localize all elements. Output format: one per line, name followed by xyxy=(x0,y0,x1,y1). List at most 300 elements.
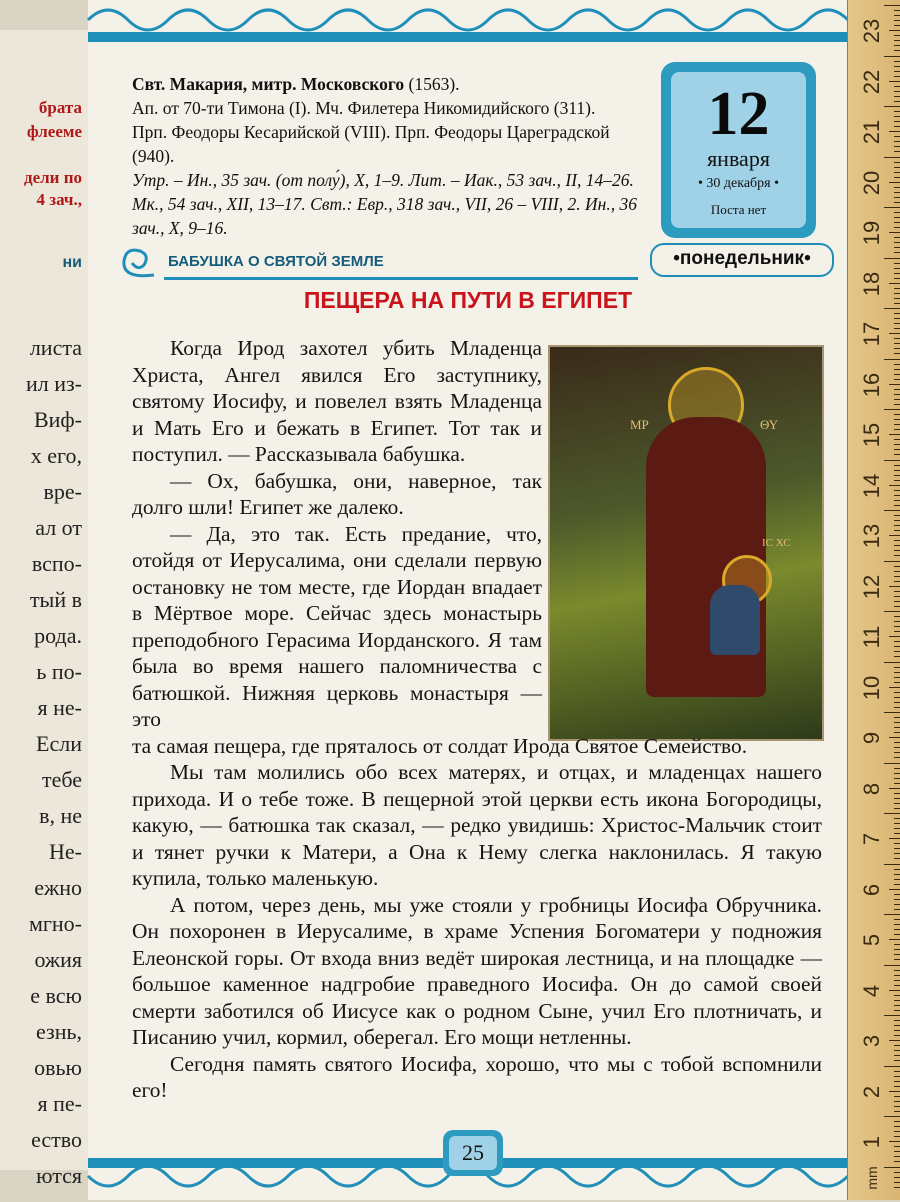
paragraph: — Ох, бабушка, они, наверное, так долго шли! Египет же далеко. xyxy=(132,468,542,519)
left-text-line: Виф- xyxy=(33,407,82,432)
fast-status: Поста нет xyxy=(710,202,767,217)
left-text-line: в, не xyxy=(39,803,82,828)
ruler-tick xyxy=(884,763,900,764)
ruler-tick xyxy=(894,646,900,647)
ruler-tick xyxy=(894,995,900,996)
ruler-tick xyxy=(894,732,900,733)
ruler-tick xyxy=(894,242,900,243)
ruler-tick xyxy=(894,348,900,349)
ruler-tick xyxy=(889,535,900,536)
ruler-number: 4 xyxy=(859,984,884,997)
ruler-tick xyxy=(894,364,900,365)
ruler-tick xyxy=(894,50,900,51)
saints-line-4: (940). xyxy=(132,146,175,166)
page-number-box xyxy=(443,1130,503,1176)
ruler-tick xyxy=(894,631,900,632)
ruler-tick xyxy=(894,606,900,607)
ruler-tick xyxy=(894,1111,900,1112)
ruler-tick xyxy=(894,197,900,198)
ruler-tick xyxy=(894,429,900,430)
ruler-tick xyxy=(894,222,900,223)
saint-main-year: (1563). xyxy=(404,74,460,94)
ruler-tick xyxy=(894,985,900,986)
ruler-tick xyxy=(884,864,900,865)
ruler-tick xyxy=(894,1172,900,1173)
ruler-tick xyxy=(894,394,900,395)
ruler-tick xyxy=(894,86,900,87)
ruler-tick xyxy=(894,303,900,304)
ruler-tick xyxy=(894,126,900,127)
measuring-ruler xyxy=(847,0,900,1200)
ruler-tick xyxy=(894,288,900,289)
ruler-tick xyxy=(894,1071,900,1072)
section-title: БАБУШКА О СВЯТОЙ ЗЕМЛЕ xyxy=(168,253,384,270)
ruler-tick xyxy=(894,369,900,370)
ruler-number: 12 xyxy=(859,574,884,599)
ruler-tick xyxy=(889,30,900,31)
ruler-tick xyxy=(894,25,900,26)
ruler-tick xyxy=(884,409,900,410)
ruler-tick xyxy=(894,91,900,92)
ruler-tick xyxy=(894,278,900,279)
left-text-line: ожия xyxy=(34,947,82,972)
ruler-tick xyxy=(884,359,900,360)
ruler-number: 21 xyxy=(859,119,884,145)
ruler-tick xyxy=(894,975,900,976)
ruler-tick xyxy=(894,722,900,723)
ruler-tick xyxy=(894,61,900,62)
ruler-tick xyxy=(894,677,900,678)
ruler-tick xyxy=(894,848,900,849)
ruler-tick xyxy=(889,333,900,334)
ruler-tick xyxy=(894,1025,900,1026)
ruler-tick xyxy=(894,717,900,718)
ruler-tick xyxy=(894,641,900,642)
ruler-tick xyxy=(894,1101,900,1102)
ruler-tick xyxy=(894,571,900,572)
ruler-tick xyxy=(894,702,900,703)
ruler-tick xyxy=(884,1066,900,1067)
ruler-tick xyxy=(894,465,900,466)
ruler-tick xyxy=(894,141,900,142)
ruler-number: 14 xyxy=(859,473,884,498)
icon-label-child: ΙС ХС xyxy=(762,537,791,549)
paragraph: Сегодня память святого Иосифа, хорошо, что мы с тобой вспомнили его! xyxy=(132,1051,822,1102)
ruler-tick xyxy=(894,1121,900,1122)
ruler-tick xyxy=(894,298,900,299)
ruler-tick xyxy=(889,434,900,435)
ruler-tick xyxy=(894,399,900,400)
ruler-tick xyxy=(894,439,900,440)
ruler-tick xyxy=(894,116,900,117)
ruler-tick xyxy=(894,944,900,945)
ruler-tick xyxy=(894,591,900,592)
saint-main: Свт. Макария, митр. Московского xyxy=(132,74,405,94)
ruler-number: 17 xyxy=(859,321,884,347)
page-number: 25 xyxy=(449,1136,497,1170)
left-red-line: брата xyxy=(38,98,82,117)
ruler-tick xyxy=(894,752,900,753)
left-text-line: ил из- xyxy=(25,371,82,396)
ruler-tick xyxy=(894,742,900,743)
left-text-line: ются xyxy=(36,1163,82,1188)
paragraph: — Да, это так. Есть предание, что, отойдя от Иерусалима, они сделали первую остановку не том месте, где Иордан впадает в Мёртвое море. Сейчас здесь монастырь преподобного Герасима Иорданского. Я там была во время нашего паломничества с батюшкой. Нижняя церковь монастыря — это xyxy=(132,521,542,731)
ruler-tick xyxy=(894,525,900,526)
ruler-tick xyxy=(894,970,900,971)
ruler-tick xyxy=(894,40,900,41)
ruler-number: 5 xyxy=(859,933,884,947)
left-text-line: ал от xyxy=(35,515,82,540)
ruler-tick xyxy=(894,783,900,784)
ruler-number: 9 xyxy=(859,731,884,745)
ruler-tick xyxy=(894,470,900,471)
left-text-line: Если xyxy=(36,731,82,756)
ruler-tick xyxy=(889,737,900,738)
date-day: 12 xyxy=(707,80,770,148)
ruler-tick xyxy=(894,869,900,870)
ruler-tick xyxy=(894,268,900,269)
ruler-tick xyxy=(894,1151,900,1152)
ruler-tick xyxy=(894,15,900,16)
ruler-tick xyxy=(894,601,900,602)
ruler-tick xyxy=(894,954,900,955)
readings: Утр. – Ин., 35 зач. (от полу́), Х, 1–9. Лит. – Иак., 53 зач., II, 14–26. Мк., 54 зач., XII, 13–17. Свт.: Евр., 318 зач., VII, 26 – VIII, 2. Ин., 36 зач., Х, 9–16. xyxy=(132,170,637,238)
ruler-number: 15 xyxy=(859,422,884,448)
ruler-unit: mm xyxy=(864,1166,880,1190)
ruler-tick xyxy=(894,71,900,72)
ruler-tick xyxy=(884,510,900,511)
ruler-tick xyxy=(894,187,900,188)
ruler-tick xyxy=(894,929,900,930)
ruler-number: 2 xyxy=(859,1085,884,1098)
ruler-tick xyxy=(894,66,900,67)
left-text-line: тебе xyxy=(41,767,82,792)
ruler-tick xyxy=(889,384,900,385)
ruler-tick xyxy=(894,192,900,193)
ruler-tick xyxy=(894,853,900,854)
ruler-tick xyxy=(894,212,900,213)
ruler-number: 1 xyxy=(859,1135,884,1149)
ruler-tick xyxy=(894,374,900,375)
ruler-tick xyxy=(894,202,900,203)
ruler-tick xyxy=(894,162,900,163)
ruler-tick xyxy=(894,313,900,314)
ruler-tick xyxy=(894,899,900,900)
icon-label-right: ΘΥ xyxy=(760,417,779,432)
left-red-line: дели по xyxy=(23,168,82,187)
ruler-tick xyxy=(894,656,900,657)
ruler-tick xyxy=(894,1045,900,1046)
ruler-tick xyxy=(884,611,900,612)
ruler-tick xyxy=(894,980,900,981)
ruler-tick xyxy=(889,485,900,486)
ruler-number: 11 xyxy=(859,625,884,649)
ruler-tick xyxy=(894,293,900,294)
icon-label-left: МР xyxy=(630,417,649,432)
ruler-tick xyxy=(894,273,900,274)
ruler-tick xyxy=(894,576,900,577)
ruler-tick xyxy=(894,581,900,582)
ruler-tick xyxy=(894,480,900,481)
ruler-tick xyxy=(894,1035,900,1036)
ruler-tick xyxy=(884,914,900,915)
ruler-tick xyxy=(894,96,900,97)
ruler-tick xyxy=(894,252,900,253)
ruler-tick xyxy=(894,1106,900,1107)
ruler-tick xyxy=(889,131,900,132)
ruler-tick xyxy=(884,207,900,208)
ruler-tick xyxy=(894,227,900,228)
ruler-tick xyxy=(894,672,900,673)
left-text-line: мгно- xyxy=(28,911,82,936)
paragraph: Когда Ирод захотел убить Младенца Христа, Ангел явился Его заступнику, святому Иосифу, и повелел взять Младенца и Мать Его и бежать в Египет. Тот так и поступил. — Рассказывала бабушка. xyxy=(132,336,542,466)
left-text-line: листа xyxy=(29,335,82,360)
ruler-number: 13 xyxy=(859,523,884,549)
left-text-line: рода. xyxy=(34,623,82,648)
ruler-number: 18 xyxy=(859,271,884,296)
ruler-tick xyxy=(894,414,900,415)
ruler-tick xyxy=(894,343,900,344)
ruler-tick xyxy=(894,379,900,380)
ruler-tick xyxy=(894,1020,900,1021)
weekday-label: •понедельник• xyxy=(650,243,834,277)
ruler-tick xyxy=(894,1126,900,1127)
ruler-tick xyxy=(894,1187,900,1188)
ruler-tick xyxy=(889,636,900,637)
book-page xyxy=(88,0,848,1200)
ruler-tick xyxy=(894,177,900,178)
ruler-tick xyxy=(894,919,900,920)
ruler-tick xyxy=(889,889,900,890)
ruler-tick xyxy=(889,939,900,940)
ruler-tick xyxy=(884,813,900,814)
ruler-tick xyxy=(894,904,900,905)
ruler-tick xyxy=(894,520,900,521)
ruler-tick xyxy=(894,757,900,758)
ruler-tick xyxy=(884,561,900,562)
left-text-line: я пе- xyxy=(37,1091,82,1116)
ruler-tick xyxy=(894,828,900,829)
ruler-tick xyxy=(894,247,900,248)
ruler-number: 16 xyxy=(859,372,884,397)
ruler-tick xyxy=(884,712,900,713)
ruler-tick xyxy=(884,662,900,663)
ruler-tick xyxy=(894,555,900,556)
ruler-tick xyxy=(894,682,900,683)
ruler-tick xyxy=(894,651,900,652)
ruler-tick xyxy=(894,20,900,21)
saints-line-2: Ап. от 70-ти Тимона (I). Мч. Филетера Никомидийского (311). xyxy=(132,98,596,118)
ruler-tick xyxy=(894,146,900,147)
ruler-tick xyxy=(889,990,900,991)
ruler-tick xyxy=(894,45,900,46)
ruler-tick xyxy=(894,1081,900,1082)
ruler-tick xyxy=(894,778,900,779)
left-text-line: я не- xyxy=(37,695,82,720)
ruler-tick xyxy=(894,353,900,354)
ruler-tick xyxy=(894,616,900,617)
ruler-tick xyxy=(894,924,900,925)
paragraph: А потом, через день, мы уже стояли у гробницы Иосифа Обручника. Он похоронен в Иерусалиме, в храме Успения Богоматери у подножия Елеонской горы. От входа вниз ведёт широкая лестница, и на площадке — большое каменное надгробие праведного Иосифа. Он до самой своей смерти заботился об Иисусе как о родном Сыне, учил Его плотничать, и Писанию учил, кормил, оберегал. Его мощи нетленны. xyxy=(132,892,822,1049)
ruler-tick xyxy=(894,1000,900,1001)
ruler-tick xyxy=(894,172,900,173)
ruler-tick xyxy=(894,692,900,693)
ruler-number: 10 xyxy=(859,675,884,700)
ruler-tick xyxy=(889,687,900,688)
ruler-tick xyxy=(894,1182,900,1183)
ruler-tick xyxy=(894,101,900,102)
ruler-tick xyxy=(884,460,900,461)
ruler-tick xyxy=(894,596,900,597)
ruler-tick xyxy=(894,1177,900,1178)
ruler-tick xyxy=(894,500,900,501)
ruler-tick xyxy=(894,667,900,668)
section-header xyxy=(118,245,638,281)
ruler-tick xyxy=(894,1005,900,1006)
ruler-tick xyxy=(894,626,900,627)
left-text-line: овью xyxy=(34,1055,82,1080)
ruler-tick xyxy=(894,121,900,122)
left-text-line: Не- xyxy=(49,839,82,864)
article-title: ПЕЩЕРА НА ПУТИ В ЕГИПЕТ xyxy=(303,287,633,313)
left-text-line: вспо- xyxy=(31,551,82,576)
ruler-number: 8 xyxy=(859,782,884,795)
ruler-tick xyxy=(894,237,900,238)
saints-of-day xyxy=(132,72,642,240)
ruler-tick xyxy=(894,76,900,77)
ruler-number: 22 xyxy=(859,69,884,94)
left-page-fragment xyxy=(0,30,90,1188)
ruler-tick xyxy=(894,959,900,960)
ruler-number: 19 xyxy=(859,220,884,246)
ruler-tick xyxy=(894,167,900,168)
ruler-tick xyxy=(894,1076,900,1077)
ruler-tick xyxy=(894,707,900,708)
left-red-line: 4 зач., xyxy=(36,190,82,209)
left-text-line: ежно xyxy=(34,875,82,900)
ruler-tick xyxy=(894,1060,900,1061)
ruler-tick xyxy=(894,444,900,445)
ruler-tick xyxy=(894,808,900,809)
ruler-tick xyxy=(894,515,900,516)
ruler-tick xyxy=(889,1141,900,1142)
ruler-tick xyxy=(894,773,900,774)
left-text-line: ь по- xyxy=(36,659,82,684)
date-month: января xyxy=(707,146,770,171)
ruler-tick xyxy=(894,540,900,541)
ruler-tick xyxy=(894,818,900,819)
ruler-tick xyxy=(894,404,900,405)
ruler-tick xyxy=(894,495,900,496)
ruler-number: 20 xyxy=(859,170,884,195)
ruler-tick xyxy=(894,530,900,531)
ruler-tick xyxy=(894,858,900,859)
ruler-tick xyxy=(894,949,900,950)
ruler-number: 3 xyxy=(859,1034,884,1048)
ruler-tick xyxy=(894,934,900,935)
ruler-tick xyxy=(894,35,900,36)
ruler-tick xyxy=(894,747,900,748)
ruler-tick xyxy=(894,490,900,491)
ruler-tick xyxy=(894,263,900,264)
ruler-tick xyxy=(894,843,900,844)
ruler-tick xyxy=(894,323,900,324)
left-section-fragment: ни xyxy=(62,254,82,271)
section-rule xyxy=(164,277,638,280)
ruler-tick xyxy=(889,788,900,789)
ruler-tick xyxy=(894,768,900,769)
ruler-tick xyxy=(884,56,900,57)
ruler-tick xyxy=(894,1086,900,1087)
ruler-tick xyxy=(884,157,900,158)
ruler-tick xyxy=(894,1050,900,1051)
ruler-tick xyxy=(894,10,900,11)
ruler-tick xyxy=(894,1136,900,1137)
ruler-tick xyxy=(894,111,900,112)
ruler-tick xyxy=(894,550,900,551)
ruler-tick xyxy=(894,545,900,546)
paragraph: Мы там молились обо всех матерях, и отцах, и младенцах нашего прихода. И о тебе тоже. В пещерной этой церкви есть икона Богородицы, какую, — батюшка так сказал, — редко увидишь: Христос-Мальчик стоит и тянет ручки к Матери, а Она к Нему слегка наклонилась. Я такую купила, только маленькую. xyxy=(132,760,822,890)
ruler-tick xyxy=(894,1161,900,1162)
ruler-tick xyxy=(884,258,900,259)
paragraph-continued: та самая пещера, где пряталось от солдат Ирода Святое Семейство. xyxy=(132,733,748,758)
ruler-tick xyxy=(884,106,900,107)
saints-line-3: Прп. Феодоры Кесарийской (VIII). Прп. Феодоры Цареградской xyxy=(132,122,610,142)
left-text-line: езнь, xyxy=(35,1019,82,1044)
ruler-tick xyxy=(894,151,900,152)
ruler-tick xyxy=(894,909,900,910)
ruler-tick xyxy=(894,449,900,450)
ruler-tick xyxy=(884,308,900,309)
ruler-tick xyxy=(894,318,900,319)
ruler-tick xyxy=(889,586,900,587)
ruler-tick xyxy=(894,803,900,804)
left-text-line: вре- xyxy=(43,479,82,504)
ruler-tick xyxy=(894,621,900,622)
ruler-tick xyxy=(894,879,900,880)
ruler-tick xyxy=(894,419,900,420)
ruler-tick xyxy=(894,1010,900,1011)
left-text-line: ество xyxy=(31,1127,82,1152)
ruler-tick xyxy=(889,232,900,233)
date-old-style: • 30 декабря • xyxy=(697,176,779,191)
ruler-tick xyxy=(884,1167,900,1168)
ruler-tick xyxy=(894,874,900,875)
ruler-tick xyxy=(894,727,900,728)
ruler-tick xyxy=(894,1131,900,1132)
ruler-tick xyxy=(889,283,900,284)
ruler-tick xyxy=(884,5,900,6)
ruler-tick xyxy=(894,793,900,794)
article-body xyxy=(132,335,822,1104)
ruler-tick xyxy=(889,838,900,839)
ruler-tick xyxy=(894,1055,900,1056)
ruler-tick xyxy=(894,1146,900,1147)
ruler-tick xyxy=(894,136,900,137)
ruler-tick xyxy=(894,1096,900,1097)
ruler-number: 6 xyxy=(859,883,884,896)
ruler-tick xyxy=(894,894,900,895)
ruler-tick xyxy=(894,505,900,506)
ruler-tick xyxy=(894,1156,900,1157)
ruler-tick xyxy=(894,328,900,329)
ruler-tick xyxy=(894,884,900,885)
left-text-line: е всю xyxy=(30,983,82,1008)
ruler-tick xyxy=(894,1030,900,1031)
ruler-tick xyxy=(889,1091,900,1092)
ruler-tick xyxy=(884,965,900,966)
ruler-tick xyxy=(894,823,900,824)
